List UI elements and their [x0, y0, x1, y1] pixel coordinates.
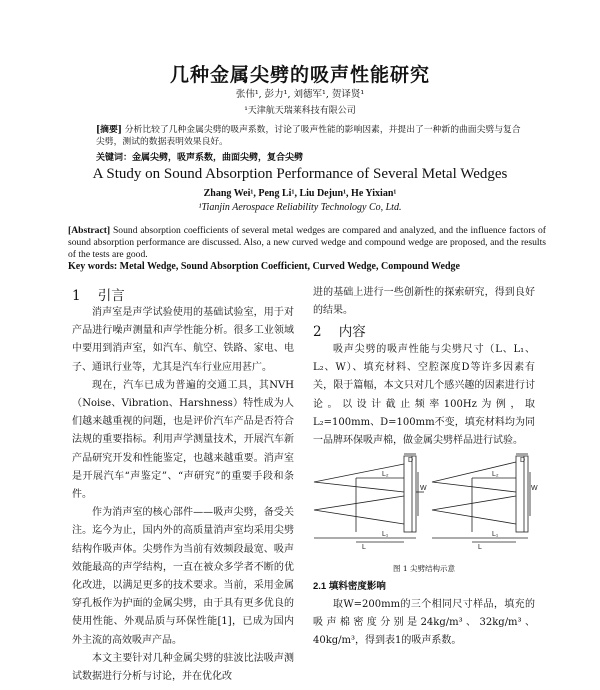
left-wedge-lower [314, 496, 404, 524]
section-1-title: 引言 [97, 288, 125, 304]
abstract-cn [96, 124, 526, 148]
label-L1-left: L₁ [382, 531, 389, 538]
label-D-right: D [520, 457, 526, 464]
figure-caption: 图 1 尖劈结构示意 [392, 564, 456, 573]
label-L1-right: L₁ [492, 531, 499, 538]
english-affiliation: ¹Tianjin Aerospace Reliability Technology Co, Ltd. [198, 202, 402, 213]
left-column [72, 304, 294, 686]
english-authors: Zhang Wei¹, Peng Li¹, Liu Dejun¹, He Yixian¹ [203, 188, 397, 199]
english-keywords-label: Key words: [68, 261, 118, 272]
subsection-2-1-paragraph: 取W=200mm的三个相同尺寸样品，填充的吸声棉密度分别是24kg/m³、32kg/m³、40kg/m³，得到表1的吸声系数。 [313, 599, 535, 647]
label-L2-left: L₂ [382, 471, 389, 478]
section-2-heading [313, 320, 366, 340]
left-paragraph-3: 作为消声室的核心部件——吸声尖劈，备受关注。迄今为止，国内外的高质量消声室均采用尖劈结构作吸声体。尖劈作为当前有效频段最宽、吸声效能最高的声学结构，一直在被众多学者不断的优化改进，以满足更多的技术要求。当前，采用金属穿孔板作为护面的金属尖劈，由于具有更多优良的使用性能、外观品质与环保性能[1]，已成为国内外主流的高效吸声产品。 [72, 507, 294, 646]
authors-cn: 张伟¹, 彭力¹, 刘德军¹, 贺译贤¹ [235, 89, 365, 100]
section-2-text [313, 341, 535, 450]
left-cavity-backing [404, 456, 416, 532]
right-top-text [313, 284, 535, 320]
english-abstract-label: [Abstract] [68, 225, 111, 236]
wedge-structure-figure [312, 452, 538, 556]
right-wedge-lower [432, 496, 516, 524]
label-L2-right: L₂ [492, 471, 499, 478]
section-2-number: 2 [313, 324, 322, 340]
affiliation-cn: ¹天津航天瑞莱科技有限公司 [244, 106, 356, 116]
english-keywords [68, 261, 546, 272]
section-2-title: 内容 [338, 324, 366, 340]
keywords-cn [96, 150, 526, 163]
keywords-cn-text: 金属尖劈，吸声系数，曲面尖劈，复合尖劈 [132, 153, 304, 163]
english-abstract [68, 225, 546, 261]
left-paragraph-1: 消声室是声学试验使用的基础试验室，用于对产品进行噪声测量和声学性能分析。很多工业领域中要用到消声室，如汽车、航空、铁路、家电、电子、通讯行业等，尤其是汽车行业应用甚广。 [72, 307, 294, 373]
paper-title: 几种金属尖劈的吸声性能研究 [169, 64, 430, 86]
section-1-number: 1 [72, 288, 81, 304]
right-wedge-upper [432, 462, 516, 492]
section-1-heading [72, 284, 125, 304]
english-abstract-text: Sound absorption coefficients of several metal wedges are compared and analyzed, and the influence factors of sound absorption performance are discussed. Also, a new curved wedge and compound wedge are proposed, and the results of the tests are good. [68, 225, 546, 260]
subsection-2-1-text [313, 596, 535, 651]
section-2-paragraph: 吸声尖劈的吸声性能与尖劈尺寸（L、L₁、L₂、W）、填充材料、空腔深度D等许多因素有关，限于篇幅，本文只对几个感兴趣的因素进行讨论。以设计截止频率100Hz为例，取L₂=100mm、D=100mm不变，填充材料均为同一品牌环保吸声棉，做金属尖劈样品进行试验。 [313, 344, 535, 447]
keywords-cn-label: 关键词： [96, 153, 133, 163]
label-W-left: W [420, 485, 427, 492]
right-continuation-paragraph: 进的基础上进行一些创新性的探索研究，得到良好的结果。 [313, 287, 535, 317]
english-keywords-text: Metal Wedge, Sound Absorption Coefficient, Curved Wedge, Compound Wedge [119, 261, 460, 272]
subsection-2-1-heading: 2.1 填料密度影响 [313, 581, 386, 592]
abstract-cn-label: [摘要] [96, 125, 122, 135]
abstract-cn-text: 分析比较了几种金属尖劈的吸声系数，讨论了吸声性能的影响因素，并提出了一种新的曲面尖劈与复合尖劈，测试的数据表明效果良好。 [96, 125, 521, 147]
label-D-left: D [408, 457, 414, 464]
label-L-left: L [362, 544, 366, 551]
left-paragraph-2: 现在，汽车已成为普遍的交通工具，其NVH（Noise、Vibration、Harshness）特性成为人们越来越重视的问题，也是评价汽车产品是否符合法规的重要指标。利用声学测量技术，开展汽车新产品研究开发和性能鉴定，也越来越重要。消声室是开展汽车“声鉴定”、“声研究”的重要手段和条件。 [72, 379, 294, 501]
label-L-right: L [478, 544, 482, 551]
left-paragraph-4: 本文主要针对几种金属尖劈的驻波比法吸声测试数据进行分析与讨论，并在优化改 [72, 652, 294, 683]
english-title: A Study on Sound Absorption Performance of Several Metal Wedges [92, 166, 508, 182]
right-cavity-backing [516, 456, 528, 532]
label-W-right: W [531, 485, 538, 492]
